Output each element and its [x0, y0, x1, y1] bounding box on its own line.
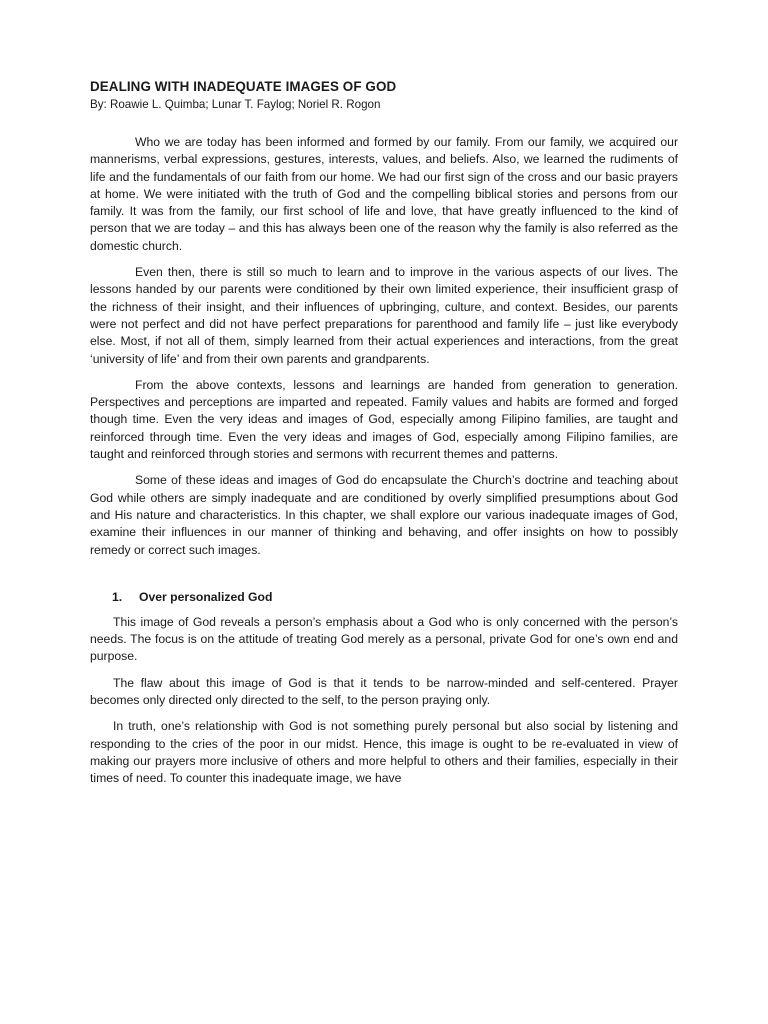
document-title: DEALING WITH INADEQUATE IMAGES OF GOD: [90, 79, 397, 94]
section-paragraph-1: This image of God reveals a person’s emphasis about a God who is only concerned with the person’s needs. The focus is on the attitude of treating God merely as a personal, private God for one’s own end and purpose.: [90, 614, 678, 664]
section-over-personalized-god: [90, 589, 678, 788]
section-heading-text: Over personalized God: [139, 589, 273, 604]
intro-paragraph-2: Even then, there is still so much to learn and to improve in the various aspects of our lives. The lessons handed by our parents were conditioned by their own limited experience, their insufficient grasp of the richness of their insight, and their influences of upbringing, culture, and context. Besides, our parents were not perfect and did not have perfect preparations for parenthood and family life – just like everybody else. Most, if not all of them, simply learned from their actual experiences and interactions, from the great ‘university of life’ and from their own parents and grandparents.: [90, 265, 678, 366]
intro-paragraph-4: Some of these ideas and images of God do encapsulate the Church’s doctrine and teaching about God while others are simply inadequate and are conditioned by overly simplified presumptions about God and His nature and characteristics. In this chapter, we shall explore our various inadequate images of God, examine their influences in our manner of thinking and behaving, and offer insights on how to possibly remedy or correct such images.: [90, 473, 678, 557]
section-paragraph-3: In truth, one’s relationship with God is not something purely personal but also social by listening and responding to the cries of the poor in our midst. Hence, this image is ought to be re-evaluated in view of making our prayers more inclusive of others and more helpful to others and their families, especially in their times of need. To counter this inadequate image, we have: [90, 719, 678, 786]
section-heading: [90, 589, 678, 606]
section-paragraph-2: The flaw about this image of God is that it tends to be narrow-minded and self-centered. Prayer becomes only directed only directed to the self, to the person praying only.: [90, 675, 678, 708]
intro-paragraph-1: Who we are today has been informed and formed by our family. From our family, we acquired our mannerisms, verbal expressions, gestures, interests, values, and beliefs. Also, we learned the rudiments of life and the fundamentals of our faith from our home. We had our first sign of the cross and our basic prayers at home. We were initiated with the truth of God and the compelling biblical stories and persons from our family. It was from the family, our first school of life and love, that have greatly influenced to the kind of person that we are today – and this has always been one of the reason why the family is also referred as the domestic church.: [90, 135, 678, 253]
section-number: 1.: [112, 589, 123, 604]
author-byline: By: Roawie L. Quimba; Lunar T. Faylog; Noriel R. Rogon: [90, 98, 381, 111]
intro-section: [90, 134, 678, 559]
document-page: [90, 78, 678, 797]
intro-paragraph-3: From the above contexts, lessons and learnings are handed from generation to generation. Perspectives and perceptions are imparted and repeated. Family values and habits are formed and forged though time. Even the very ideas and images of God, especially among Filipino families, are taught and reinforced through time. Even the very ideas and images of God, especially among Filipino families, are taught and reinforced through stories and sermons with recurrent themes and patterns.: [90, 377, 678, 462]
